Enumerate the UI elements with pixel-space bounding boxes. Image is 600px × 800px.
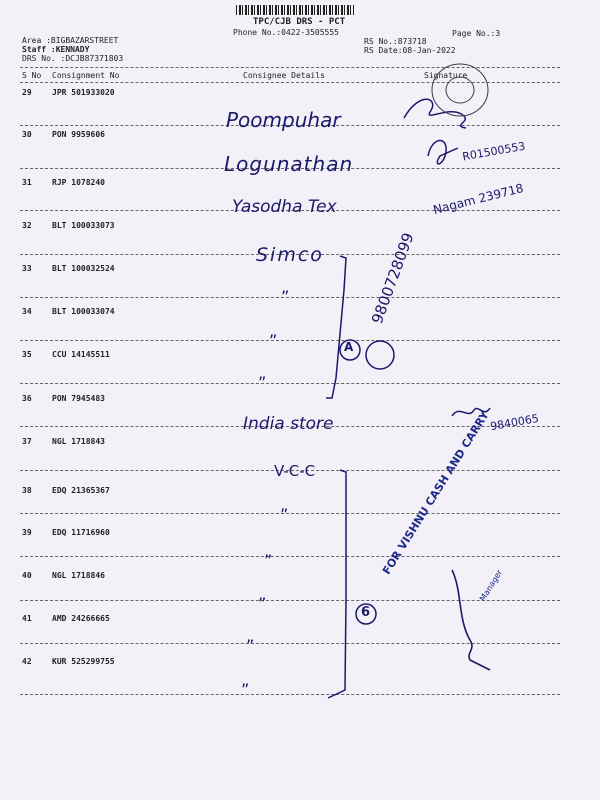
row-consignment: EDQ 11716960 bbox=[52, 528, 110, 537]
signature-scribble bbox=[428, 140, 458, 163]
row-sno: 31 bbox=[22, 178, 32, 187]
row-consignment: EDQ 21365367 bbox=[52, 486, 110, 495]
bracket-mark bbox=[328, 470, 346, 698]
document-title: TPC/CJB DRS - PCT bbox=[253, 17, 346, 27]
row-sno: 40 bbox=[22, 571, 32, 580]
ditto-mark: ” bbox=[264, 551, 273, 570]
circle-mark bbox=[366, 341, 394, 369]
ditto-mark: ” bbox=[258, 594, 267, 613]
signature-scribble bbox=[404, 99, 466, 128]
row-consignment: PON 7945483 bbox=[52, 394, 105, 403]
row-sno: 39 bbox=[22, 528, 32, 537]
handwritten-ref-3: 9840065 bbox=[489, 411, 540, 434]
row-sno: 36 bbox=[22, 394, 32, 403]
row-consignment: NGL 1718846 bbox=[52, 571, 105, 580]
col-sno: S No bbox=[22, 71, 42, 80]
row-consignment: KUR 525299755 bbox=[52, 657, 115, 666]
drs-number: DRS No. :DCJB87371803 bbox=[22, 54, 124, 63]
col-signature: Signature bbox=[424, 71, 468, 80]
ditto-mark: ” bbox=[281, 287, 290, 306]
ditto-mark: ” bbox=[280, 505, 289, 524]
circled-letter: A bbox=[344, 340, 354, 354]
row-sno: 41 bbox=[22, 614, 32, 623]
handwritten-poompuhar: Poompuhar bbox=[226, 108, 341, 132]
col-consignment: Consignment No bbox=[52, 71, 120, 80]
staff-label: Staff :KENNADY bbox=[22, 45, 90, 54]
row-sno: 34 bbox=[22, 307, 32, 316]
row-consignment: BLT 100033074 bbox=[52, 307, 115, 316]
row-sno: 38 bbox=[22, 486, 32, 495]
handwritten-ref-1: R01500553 bbox=[461, 139, 527, 164]
handwritten-logunathan: Logunathan bbox=[224, 152, 354, 176]
phone-number: Phone No.:0422-3505555 bbox=[233, 28, 339, 37]
company-seal-inner bbox=[446, 77, 474, 103]
row-sno: 32 bbox=[22, 221, 32, 230]
row-consignment: PON 9959606 bbox=[52, 130, 105, 139]
col-consignee: Consignee Details bbox=[243, 71, 325, 80]
ditto-mark: ” bbox=[246, 636, 255, 655]
row-sno: 42 bbox=[22, 657, 32, 666]
row-consignment: NGL 1718843 bbox=[52, 437, 105, 446]
handwritten-ref-2: Nagam 239718 bbox=[431, 181, 525, 217]
row-consignment: JPR 501933020 bbox=[52, 88, 115, 97]
area-label: Area :BIGBAZARSTREET bbox=[22, 36, 119, 45]
shop-stamp-sub: Manager bbox=[478, 568, 505, 603]
row-consignment: CCU 14145511 bbox=[52, 350, 110, 359]
row-sno: 33 bbox=[22, 264, 32, 273]
handwritten-phone: 9800728099 bbox=[368, 230, 418, 327]
signature-scribble bbox=[452, 570, 490, 670]
row-sno: 30 bbox=[22, 130, 32, 139]
handwritten-indiastore: India store bbox=[243, 414, 334, 434]
row-consignment: BLT 100033073 bbox=[52, 221, 115, 230]
company-seal bbox=[432, 64, 488, 116]
rs-date: RS Date:08-Jan-2022 bbox=[364, 46, 456, 55]
handwritten-vcc: V-C-C bbox=[274, 462, 316, 480]
row-consignment: BLT 100032524 bbox=[52, 264, 115, 273]
ditto-mark: ” bbox=[241, 680, 250, 699]
ditto-mark: ” bbox=[269, 331, 278, 350]
circled-number: 6 bbox=[361, 605, 371, 620]
ditto-mark: ” bbox=[258, 373, 267, 392]
handwritten-simco: Simco bbox=[256, 244, 324, 266]
row-sno: 29 bbox=[22, 88, 32, 97]
row-sno: 37 bbox=[22, 437, 32, 446]
page-number: Page No.:3 bbox=[452, 29, 501, 38]
bracket-mark bbox=[326, 256, 346, 398]
row-consignment: AMD 24266665 bbox=[52, 614, 110, 623]
row-sno: 35 bbox=[22, 350, 32, 359]
shop-stamp: FOR VISHNU CASH AND CARRY bbox=[380, 408, 492, 577]
handwritten-yasodha: Yasodha Tex bbox=[232, 197, 337, 217]
row-consignment: RJP 1078240 bbox=[52, 178, 105, 187]
rs-number: RS No.:873718 bbox=[364, 37, 427, 46]
